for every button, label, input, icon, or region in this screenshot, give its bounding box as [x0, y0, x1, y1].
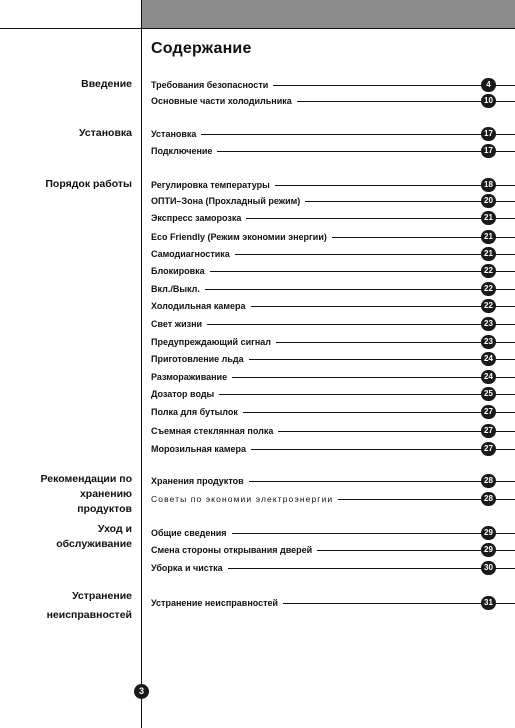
- dot-leader: [151, 134, 515, 135]
- toc-entry-label: Общие сведения: [151, 525, 232, 541]
- toc-entry[interactable]: [151, 560, 515, 576]
- page-badge: 27: [481, 424, 496, 438]
- section-label-storage: Рекомендации по хранению продуктов: [40, 473, 132, 515]
- page-badge: 22: [481, 264, 496, 278]
- page-badge: 27: [481, 442, 496, 456]
- toc-entry[interactable]: [151, 423, 515, 439]
- toc-entry-label: Установка: [151, 126, 201, 142]
- toc-entry[interactable]: [151, 143, 515, 159]
- toc-entry[interactable]: [151, 542, 515, 558]
- page-badge: 17: [481, 127, 496, 141]
- section-label-intro: Введение: [81, 78, 132, 90]
- section-label-installation: Установка: [79, 127, 132, 139]
- toc-entry[interactable]: [151, 229, 515, 245]
- toc-entry[interactable]: [151, 77, 515, 93]
- page-badge: 29: [481, 543, 496, 557]
- toc-entry[interactable]: [151, 298, 515, 314]
- page-badge: 4: [481, 78, 496, 92]
- toc-entry-label: Дозатор воды: [151, 386, 219, 402]
- page-badge: 21: [481, 247, 496, 261]
- section-label-care: Уход и обслуживание: [56, 523, 132, 550]
- page-badge: 10: [481, 94, 496, 108]
- page-badge: 23: [481, 317, 496, 331]
- toc-entry[interactable]: [151, 595, 515, 611]
- toc-entry[interactable]: [151, 441, 515, 457]
- page-badge: 21: [481, 230, 496, 244]
- toc-entry-label: Подключение: [151, 143, 217, 159]
- toc-entry[interactable]: [151, 334, 515, 350]
- toc-entry[interactable]: [151, 281, 515, 297]
- toc-entry-label: Требования безопасности: [151, 77, 273, 93]
- toc-entry-label: Советы по экономии электроэнергии: [151, 491, 338, 507]
- toc-entry-label: Хранения продуктов: [151, 473, 249, 489]
- page-badge: 17: [481, 144, 496, 158]
- page-number-badge: 3: [134, 684, 149, 699]
- vertical-rule: [141, 0, 142, 728]
- page-badge: 18: [481, 178, 496, 192]
- toc-entry-label: Блокировка: [151, 263, 210, 279]
- toc-entry[interactable]: [151, 263, 515, 279]
- toc-entry-label: Экспресс заморозка: [151, 210, 246, 226]
- toc-entry-label: Смена стороны открывания дверей: [151, 542, 317, 558]
- page-badge: 30: [481, 561, 496, 575]
- toc-entry-label: Устранение неисправностей: [151, 595, 283, 611]
- toc-entry-label: Свет жизни: [151, 316, 207, 332]
- toc-entry[interactable]: [151, 93, 515, 109]
- toc-entry[interactable]: [151, 210, 515, 226]
- page-badge: 24: [481, 352, 496, 366]
- toc-entry-label: Уборка и чистка: [151, 560, 228, 576]
- page-badge: 22: [481, 282, 496, 296]
- toc-entry[interactable]: [151, 525, 515, 541]
- toc-entry[interactable]: [151, 177, 515, 193]
- page-badge: 27: [481, 405, 496, 419]
- toc-entry-label: Предупреждающий сигнал: [151, 334, 276, 350]
- toc-entry-label: Вкл./Выкл.: [151, 281, 205, 297]
- toc-entry[interactable]: [151, 404, 515, 420]
- toc-entry-label: Размораживание: [151, 369, 232, 385]
- toc-entry[interactable]: [151, 193, 515, 209]
- top-rule: [0, 28, 515, 29]
- header-band: [142, 0, 515, 29]
- page-badge: 20: [481, 194, 496, 208]
- toc-entry-label: Морозильная камера: [151, 441, 251, 457]
- dot-leader: [151, 289, 515, 290]
- toc-entry[interactable]: [151, 351, 515, 367]
- toc-entry-label: Приготовление льда: [151, 351, 249, 367]
- page-badge: 25: [481, 387, 496, 401]
- toc-entry-label: Регулировка температуры: [151, 177, 275, 193]
- page-badge: 24: [481, 370, 496, 384]
- toc-entry[interactable]: [151, 386, 515, 402]
- toc-entry-label: ОПТИ–Зона (Прохладный режим): [151, 193, 305, 209]
- toc-entry[interactable]: [151, 316, 515, 332]
- section-label-operation: Порядок работы: [45, 178, 132, 190]
- toc-entry[interactable]: [151, 126, 515, 142]
- page-badge: 28: [481, 492, 496, 506]
- page-badge: 29: [481, 526, 496, 540]
- toc-entry[interactable]: [151, 246, 515, 262]
- toc-entry-label: Съемная стеклянная полка: [151, 423, 278, 439]
- toc-entry[interactable]: [151, 473, 515, 489]
- toc-entry-label: Самодиагностика: [151, 246, 235, 262]
- toc-entry-label: Основные части холодильника: [151, 93, 297, 109]
- toc-entry[interactable]: [151, 369, 515, 385]
- toc-entry-label: Eco Friendly (Режим экономии энергии): [151, 229, 332, 245]
- page-badge: 31: [481, 596, 496, 610]
- section-label-troubleshooting: Устранение неисправностей: [46, 590, 132, 621]
- toc-entry[interactable]: [151, 491, 515, 507]
- toc-entry-label: Полка для бутылок: [151, 404, 243, 420]
- page-badge: 22: [481, 299, 496, 313]
- page-badge: 23: [481, 335, 496, 349]
- toc-entry-label: Холодильная камера: [151, 298, 251, 314]
- page-title: Содержание: [151, 40, 252, 57]
- page-badge: 21: [481, 211, 496, 225]
- page-badge: 28: [481, 474, 496, 488]
